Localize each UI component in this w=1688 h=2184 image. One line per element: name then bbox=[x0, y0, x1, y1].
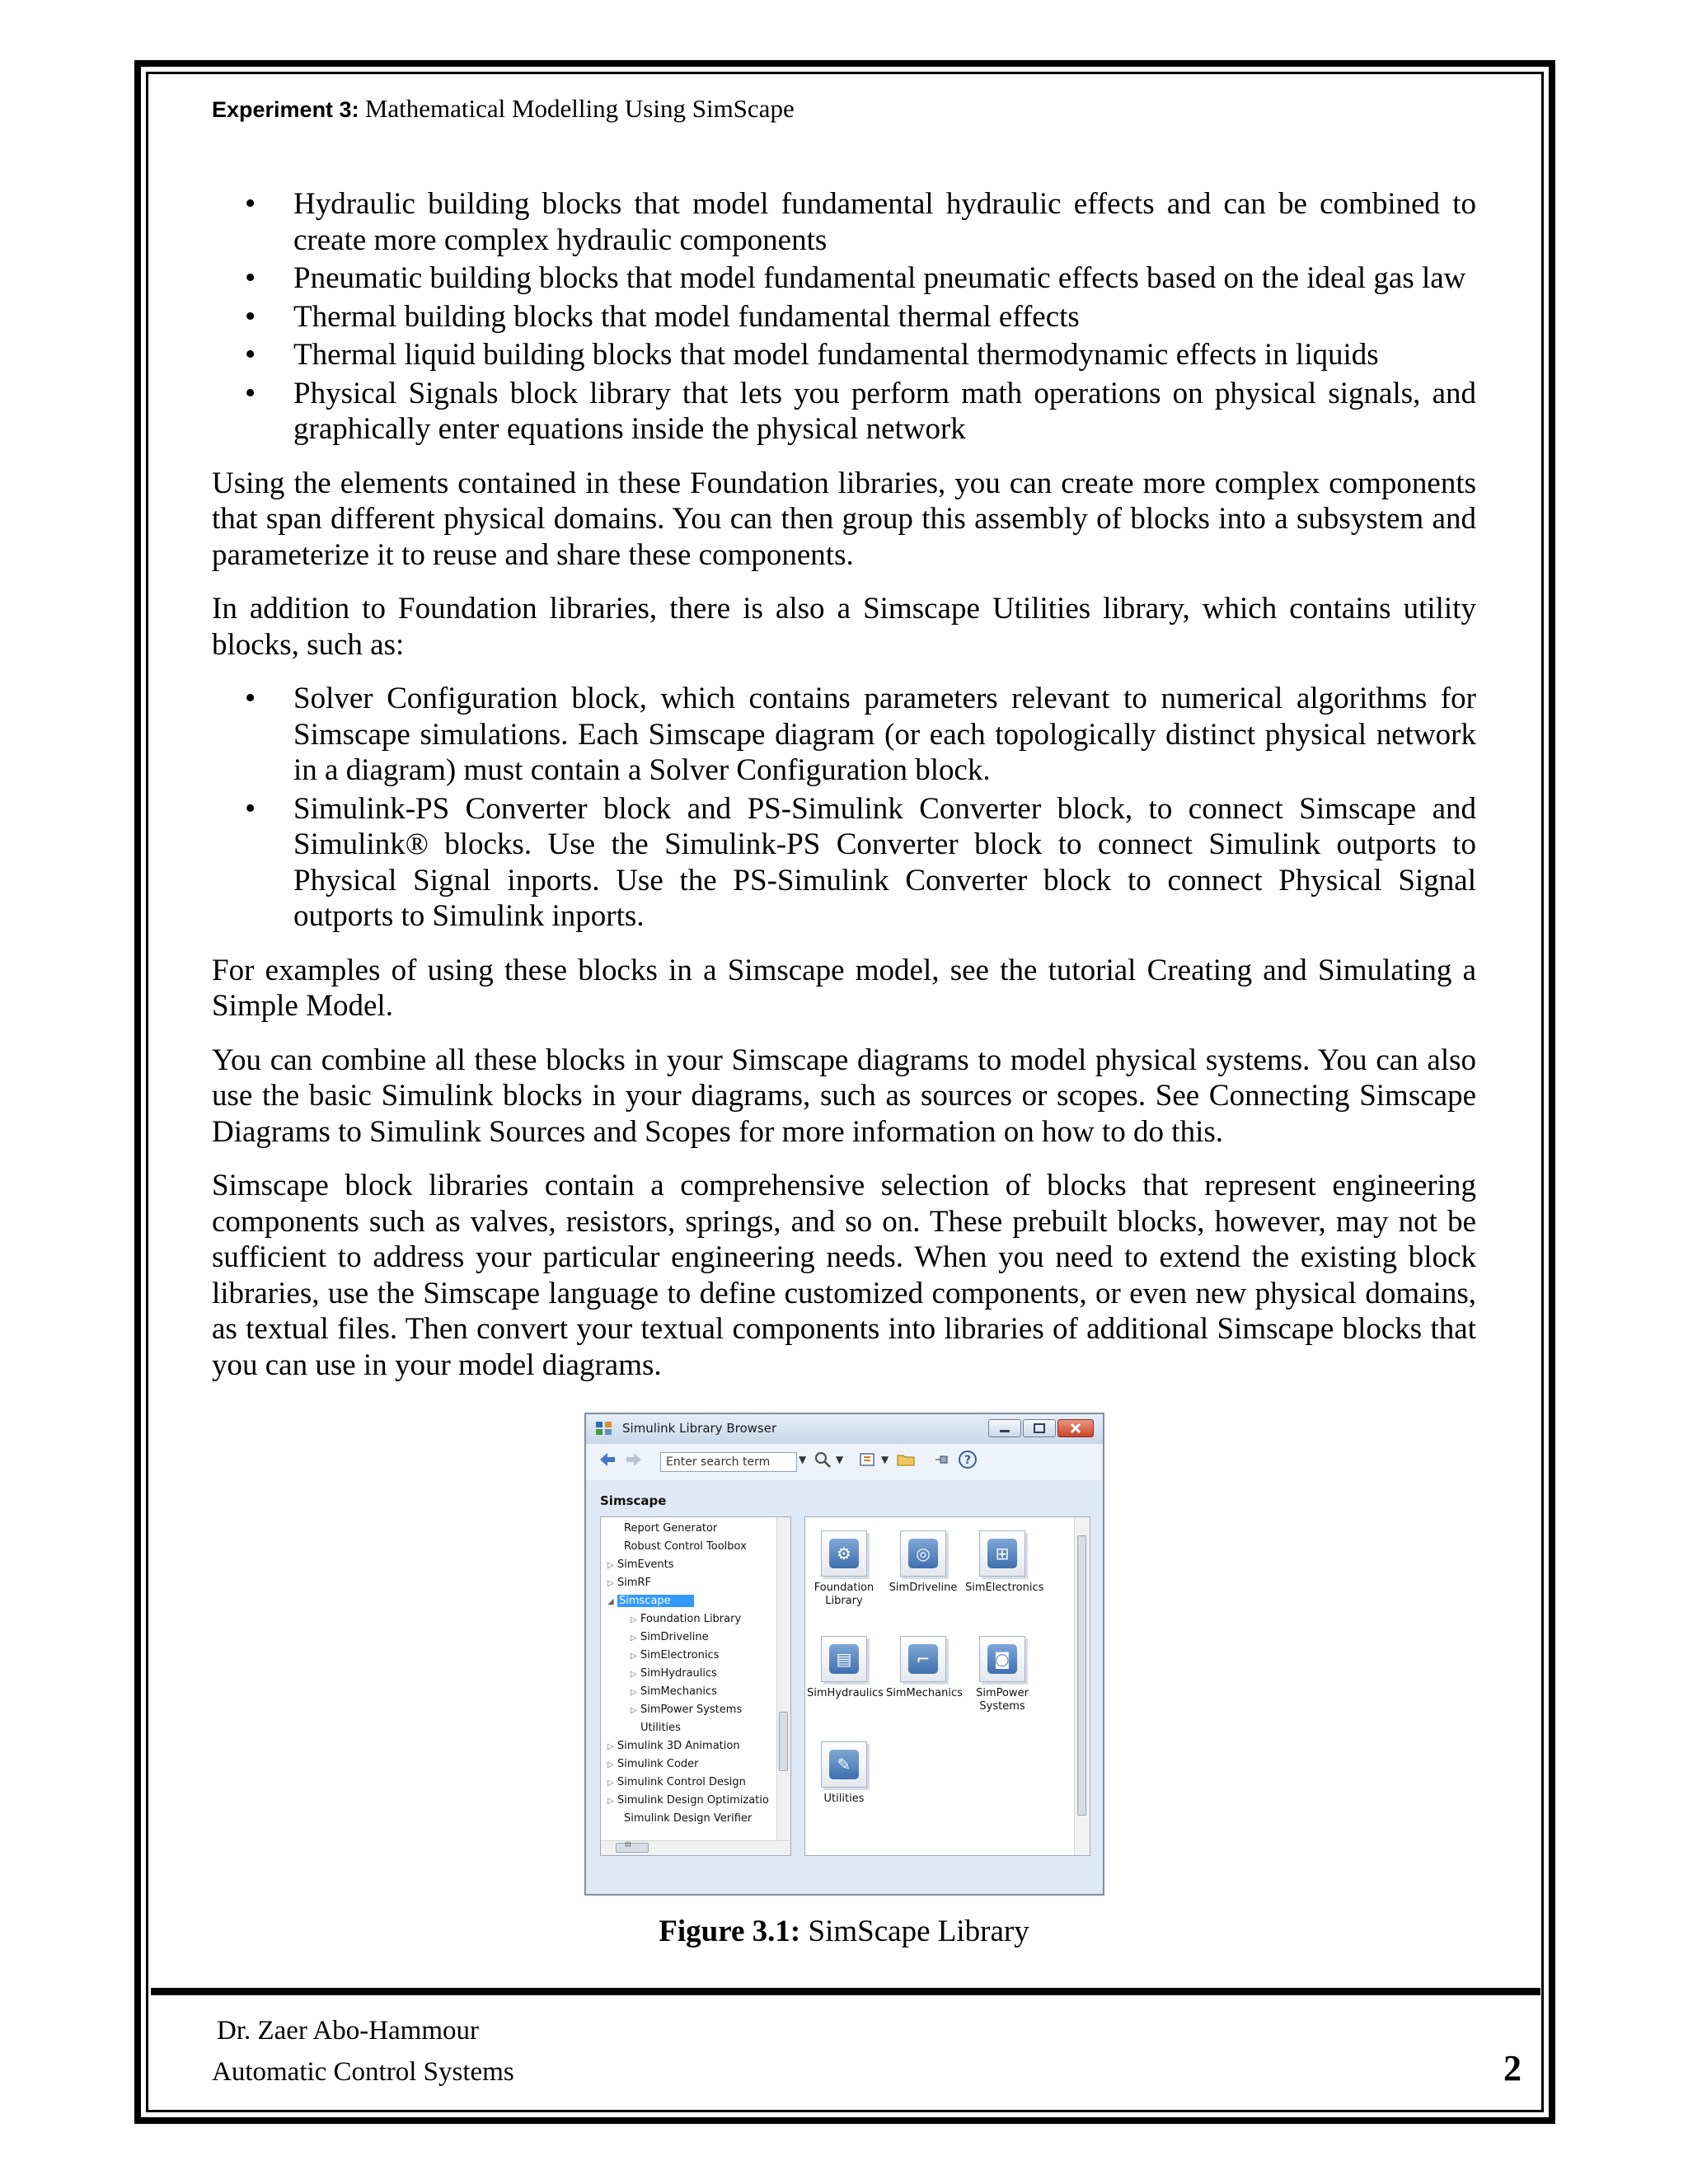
tree-horizontal-scrollbar[interactable] bbox=[601, 1840, 790, 1855]
tree-item[interactable]: ▷ SimRF bbox=[607, 1577, 652, 1589]
library-tree[interactable] bbox=[600, 1516, 791, 1856]
search-icon[interactable] bbox=[814, 1451, 835, 1473]
window-title-bar bbox=[586, 1414, 1103, 1444]
open-folder-icon[interactable] bbox=[896, 1450, 917, 1474]
tree-item[interactable]: ▷ SimElectronics bbox=[631, 1649, 720, 1661]
tree-item[interactable]: ▷ Simulink 3D Animation bbox=[607, 1740, 740, 1752]
tree-item[interactable]: Robust Control Toolbox bbox=[624, 1540, 747, 1553]
list-item: • Thermal building blocks that model fundamental thermal effects bbox=[212, 299, 1476, 335]
tree-item[interactable]: ▷ SimEvents bbox=[607, 1558, 674, 1571]
foundation-library-icon: ⚙ bbox=[821, 1530, 867, 1577]
search-input[interactable]: Enter search term bbox=[660, 1452, 797, 1472]
experiment-title: Mathematical Modelling Using SimScape bbox=[364, 94, 795, 123]
paragraph-utilities: In addition to Foundation libraries, there is also a Simscape Utilities library, which contains utility blocks, such as: bbox=[212, 592, 1476, 662]
tree-vertical-scrollbar[interactable] bbox=[776, 1517, 790, 1842]
tree-item[interactable]: ▷ Simulink Design Optimizatio bbox=[607, 1794, 769, 1807]
pin-icon[interactable] bbox=[932, 1450, 952, 1474]
tree-hscroll-thumb[interactable] bbox=[616, 1843, 649, 1853]
blocks-scroll-thumb[interactable] bbox=[1077, 1535, 1086, 1816]
tree-item[interactable]: ▷ SimHydraulics bbox=[631, 1667, 717, 1680]
tree-item[interactable]: ▷ SimDriveline bbox=[631, 1631, 709, 1643]
list-item: • Hydraulic building blocks that model fundamental hydraulic effects and can be combined to create more complex hydraulic components bbox=[212, 186, 1476, 258]
paragraph-foundation: Using the elements contained in these Foundation libraries, you can create more complex components that span different physical domains. You can then group this assembly of blocks into a subsystem and parameterize it to reuse and share these components. bbox=[212, 466, 1476, 572]
tree-item[interactable]: ▷ SimPower Systems bbox=[631, 1704, 743, 1716]
simmechanics-icon: ⌐ bbox=[900, 1636, 946, 1682]
simhydraulics-tile[interactable]: ▤ SimHydraulics bbox=[807, 1636, 881, 1700]
footer-course: Automatic Control Systems bbox=[212, 2057, 514, 2087]
maximize-icon[interactable] bbox=[1023, 1419, 1056, 1437]
list-item: • Simulink-PS Converter block and PS-Simulink Converter block, to connect Simscape and Simulink® blocks. Use the Simulink-PS Converter block to connect Simulink outports to Physical Signal inports. Use the PS-Simulink Converter block to connect Physical Signal outports to Simulink inports. bbox=[212, 791, 1476, 935]
library-browser-screenshot bbox=[584, 1413, 1104, 1896]
simpower-systems-tile[interactable]: ◙ SimPower Systems bbox=[965, 1636, 1039, 1713]
window-title: Simulink Library Browser bbox=[622, 1421, 777, 1436]
tree-item[interactable]: Utilities bbox=[640, 1722, 681, 1734]
utilities-tile[interactable]: ✎ Utilities bbox=[807, 1741, 881, 1806]
figure-caption bbox=[0, 1914, 1688, 1949]
foundation-bullet-list bbox=[212, 186, 1476, 448]
wrench-icon: ✎ bbox=[821, 1741, 867, 1788]
library-blocks-pane bbox=[804, 1516, 1090, 1856]
footer-author: Dr. Zaer Abo-Hammour bbox=[217, 2016, 479, 2046]
simmechanics-tile[interactable]: ⌐ SimMechanics bbox=[886, 1636, 960, 1700]
list-item: • Physical Signals block library that lets you perform math operations on physical signals, and graphically enter equations inside the physical network bbox=[212, 376, 1476, 448]
tree-item[interactable]: ▷ Simulink Control Design bbox=[607, 1776, 746, 1788]
running-header bbox=[212, 94, 795, 124]
tree-item[interactable]: ▷ SimMechanics bbox=[631, 1685, 717, 1698]
search-options-dropdown-icon[interactable]: ▼ bbox=[836, 1454, 844, 1465]
footer-divider bbox=[151, 1988, 1540, 1995]
tree-item[interactable]: ▷ Simulink Coder bbox=[607, 1758, 699, 1770]
simhydraulics-icon: ▤ bbox=[821, 1636, 867, 1682]
simelectronics-icon: ⊞ bbox=[979, 1530, 1025, 1577]
simpower-systems-icon: ◙ bbox=[979, 1636, 1025, 1682]
simdriveline-icon: ◎ bbox=[900, 1530, 946, 1577]
list-item: • Pneumatic building blocks that model fundamental pneumatic effects based on the ideal gas law bbox=[212, 260, 1476, 297]
forward-icon[interactable] bbox=[624, 1451, 644, 1473]
list-item: • Solver Configuration block, which contains parameters relevant to numerical algorithms for Simscape simulations. Each Simscape diagram (or each topologically distinct physical network in a diagram) must contain a Solver Configuration block. bbox=[212, 681, 1476, 789]
tree-item[interactable]: Simulink Design Verifier bbox=[624, 1812, 753, 1825]
tree-item[interactable]: ▷ Foundation Library bbox=[631, 1613, 742, 1625]
paragraph-examples: For examples of using these blocks in a Simscape model, see the tutorial Creating and Simulating a Simple Model. bbox=[212, 953, 1476, 1023]
figure-caption-label: Figure 3.1: bbox=[659, 1915, 801, 1948]
scroll-grip: III bbox=[625, 1841, 631, 1849]
utilities-bullet-list bbox=[212, 681, 1476, 935]
help-icon[interactable] bbox=[957, 1449, 978, 1474]
page-number: 2 bbox=[1503, 2048, 1522, 2088]
figure-caption-text: SimScape Library bbox=[808, 1915, 1029, 1948]
simdriveline-tile[interactable]: ◎ SimDriveline bbox=[886, 1530, 960, 1595]
tree-scroll-thumb[interactable] bbox=[779, 1712, 788, 1771]
list-item: • Thermal liquid building blocks that model fundamental thermodynamic effects in liquids bbox=[212, 337, 1476, 373]
paragraph-combine: You can combine all these blocks in your Simscape diagrams to model physical systems. You can also use the basic Simulink blocks in your diagrams, such as sources or scopes. See Connecting Simscape Diagrams to Simulink Sources and Scopes for more information on how to do this. bbox=[212, 1043, 1476, 1149]
foundation-library-tile[interactable]: ⚙ Foundation Library bbox=[807, 1530, 881, 1608]
minimize-icon[interactable] bbox=[988, 1419, 1021, 1437]
blocks-vertical-scrollbar[interactable] bbox=[1074, 1517, 1090, 1855]
simelectronics-tile[interactable]: ⊞ SimElectronics bbox=[965, 1530, 1039, 1595]
back-icon[interactable] bbox=[598, 1451, 617, 1473]
new-model-icon[interactable] bbox=[858, 1450, 879, 1474]
tree-item[interactable]: Report Generator bbox=[624, 1522, 718, 1535]
paragraph-language: Simscape block libraries contain a comprehensive selection of blocks that represent engineering components such as valves, resistors, springs, and so on. These prebuilt blocks, however, may not be sufficient to address your particular engineering needs. When you need to extend the existing block libraries, use the Simscape language to define customized components, or even new physical domains, as textual files. Then convert your textual components into libraries of additional Simscape blocks that you can use in your model diagrams. bbox=[212, 1169, 1476, 1382]
experiment-label: Experiment 3: bbox=[212, 97, 359, 122]
body-text bbox=[212, 186, 1476, 1401]
tree-item-selected[interactable]: ◢ Simscape bbox=[607, 1595, 694, 1607]
new-dropdown-icon[interactable]: ▼ bbox=[881, 1454, 889, 1465]
search-dropdown-icon[interactable]: ▼ bbox=[799, 1454, 807, 1465]
svg-text:?: ? bbox=[964, 1454, 972, 1467]
simulink-app-icon bbox=[595, 1420, 613, 1436]
close-icon[interactable] bbox=[1057, 1419, 1094, 1437]
current-library-label: Simscape bbox=[600, 1493, 667, 1508]
